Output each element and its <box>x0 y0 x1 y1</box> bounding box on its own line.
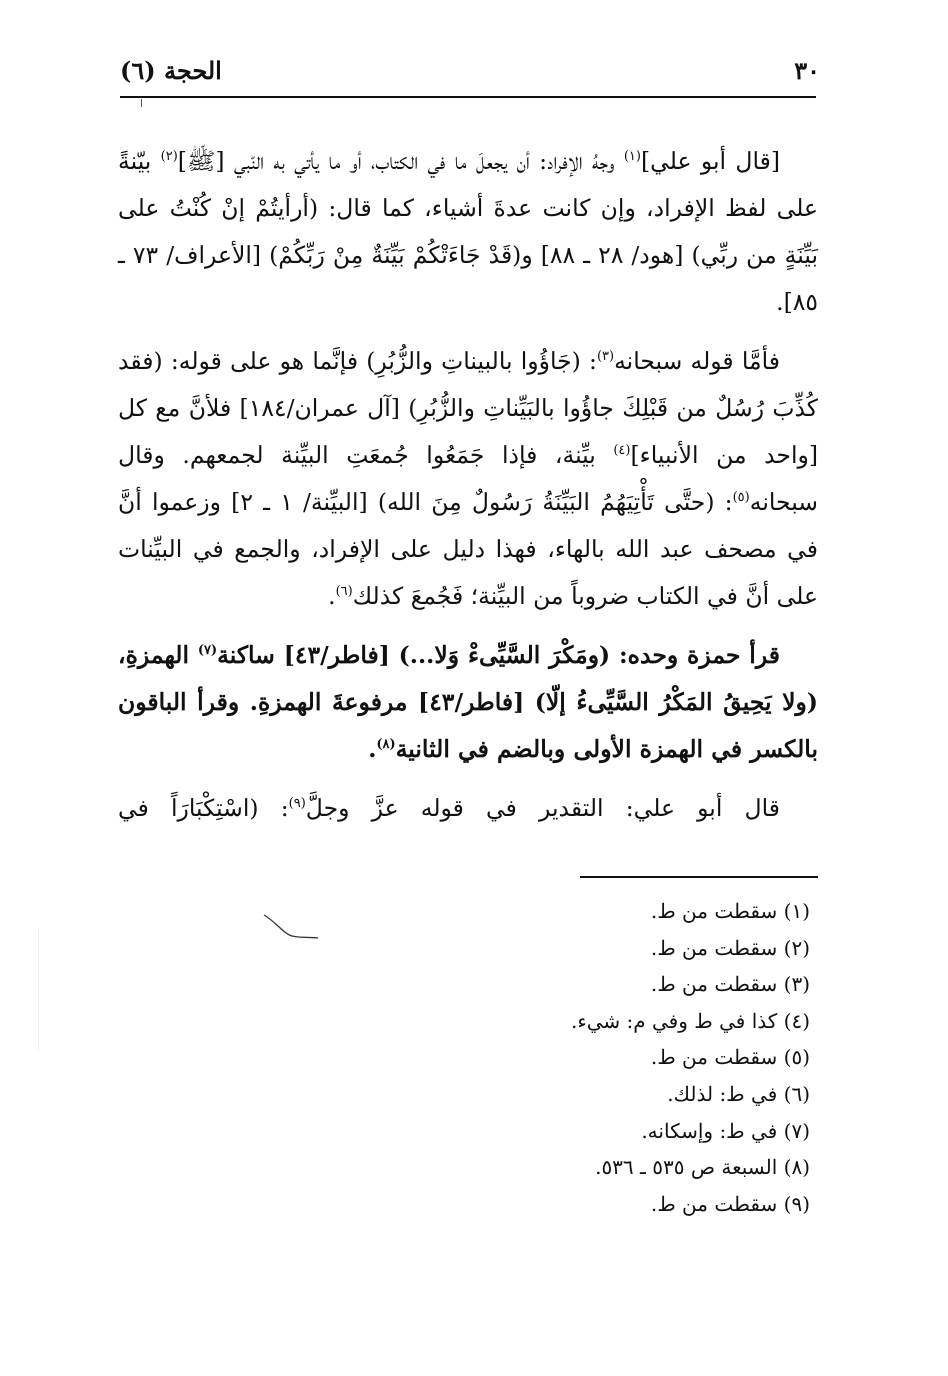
paragraph-4 <box>118 785 818 832</box>
footnote-4: (٤) كذا في ط وفي م: شيء. <box>570 1008 810 1033</box>
footnote-7: (٧) في ط: وإسكانه. <box>641 1118 810 1143</box>
footnote-ref: (٣) <box>596 349 615 365</box>
text-run: . <box>368 735 377 763</box>
text-run: قال أبو علي: التقدير في قوله عزَّ وجلَّ <box>305 794 780 822</box>
text-run: . <box>328 582 336 610</box>
running-title: الحجة (٦) <box>120 56 222 85</box>
page-number: ٣٠ <box>794 56 820 85</box>
pen-stroke-mark <box>262 912 322 942</box>
text-run: [قال أبو علي] <box>640 147 781 175</box>
footnote-ref: (٦) <box>335 584 353 600</box>
main-text <box>118 138 818 832</box>
footnote-ref: (٢) <box>160 149 178 165</box>
footnote-5: (٥) سقطت من ط. <box>650 1045 810 1070</box>
text-run: فأمَّا قوله سبحانه <box>614 347 780 375</box>
footnote-8: (٨) السبعة ص ٥٣٥ ـ ٥٣٦. <box>595 1155 810 1180</box>
footnote-2: (٢) سقطت من ط. <box>650 935 810 960</box>
paragraph-1 <box>118 138 818 326</box>
footnote-separator <box>580 876 818 878</box>
paragraph-3 <box>118 632 818 773</box>
footnote-ref: (١) <box>623 149 641 165</box>
footnote-ref: (٩) <box>288 796 306 812</box>
footnote-ref: (٨) <box>376 737 396 753</box>
text-run: الهمزةِ، (ولا يَحِيقُ المَكْرُ السَّيِّىءُ إلّا) [فاطر/٤٣] مرفوعةَ الهمزةِ. وقرأ الباقون بالكسر في الهمزة الأولى وبالضم في الثانية <box>118 641 818 763</box>
text-run: بيّنةً على لفظ الإفراد، وإن كانت عدةَ أشياء، كما قال: (أرأيتُمْ إنْ كُنْتُ على بَيِّنَةٍ من ربِّي) [هود/ ٢٨ ـ ٨٨] و(قَدْ جَاءَتْكُمْ بَيِّنَةٌ مِنْ رَبِّكُمْ) [الأعراف/ ٧٣ ـ ٨٥]. <box>118 147 819 316</box>
text-run: : (حتَّى تَأْتِيَهُمُ البَيِّنَةُ رَسُولٌ مِنَ الله) [البيِّنة/ ١ ـ ٢] وزعموا أنَّ في مصحف عبد الله بالهاء، فهذا دليل على الإفراد، والجمع في البيِّنات على أنَّ في الكتاب ضروباً من البيِّنة؛ فَجُمعَ كذلك <box>118 488 818 610</box>
footnote-3: (٣) سقطت من ط. <box>650 972 810 997</box>
footnote-1: (١) سقطت من ط. <box>650 899 810 923</box>
footnote-6: (٦) في ط: لذلك. <box>667 1081 810 1106</box>
scan-margin-mark <box>38 930 39 1050</box>
text-run: بيِّنة، فإذا جَمَعُوا جُمعَتِ البيِّنة لجمعهم. وقال سبحانه <box>118 441 818 516</box>
footnote-ref: (٧) <box>197 643 218 659</box>
text-run: وجهُ الإفراد: أن يجعلَ ما في الكتاب، أو ما يأتي به النّبي [ﷺ] <box>177 147 624 175</box>
footnote-ref: (٤) <box>613 443 631 459</box>
paragraph-2 <box>118 338 818 620</box>
header-tick-mark <box>141 99 142 107</box>
header-rule <box>120 96 816 98</box>
footnote-ref: (٥) <box>732 490 750 506</box>
footnote-9: (٩) سقطت من ط. <box>650 1191 810 1216</box>
text-run: قرأ حمزة وحده: (ومَكْرَ السَّيِّىءْ وَلا...) [فاطر/٤٣] ساكنة <box>217 641 781 669</box>
text-run: : (اسْتِكْبَارَاً في <box>118 794 289 822</box>
footnotes <box>350 893 810 1222</box>
text-run: : (جَاؤُوا بالبيناتِ والزُّبُرِ) فإنَّما هو على قوله: (فقد كُذِّبَ رُسُلٌ من قَبْلِكَ جاؤُوا بالبَيِّناتِ والزُّبُرِ) [آل عمران/١٨٤] فلأنَّ مع كل [واحد من الأنبياء] <box>118 347 818 469</box>
